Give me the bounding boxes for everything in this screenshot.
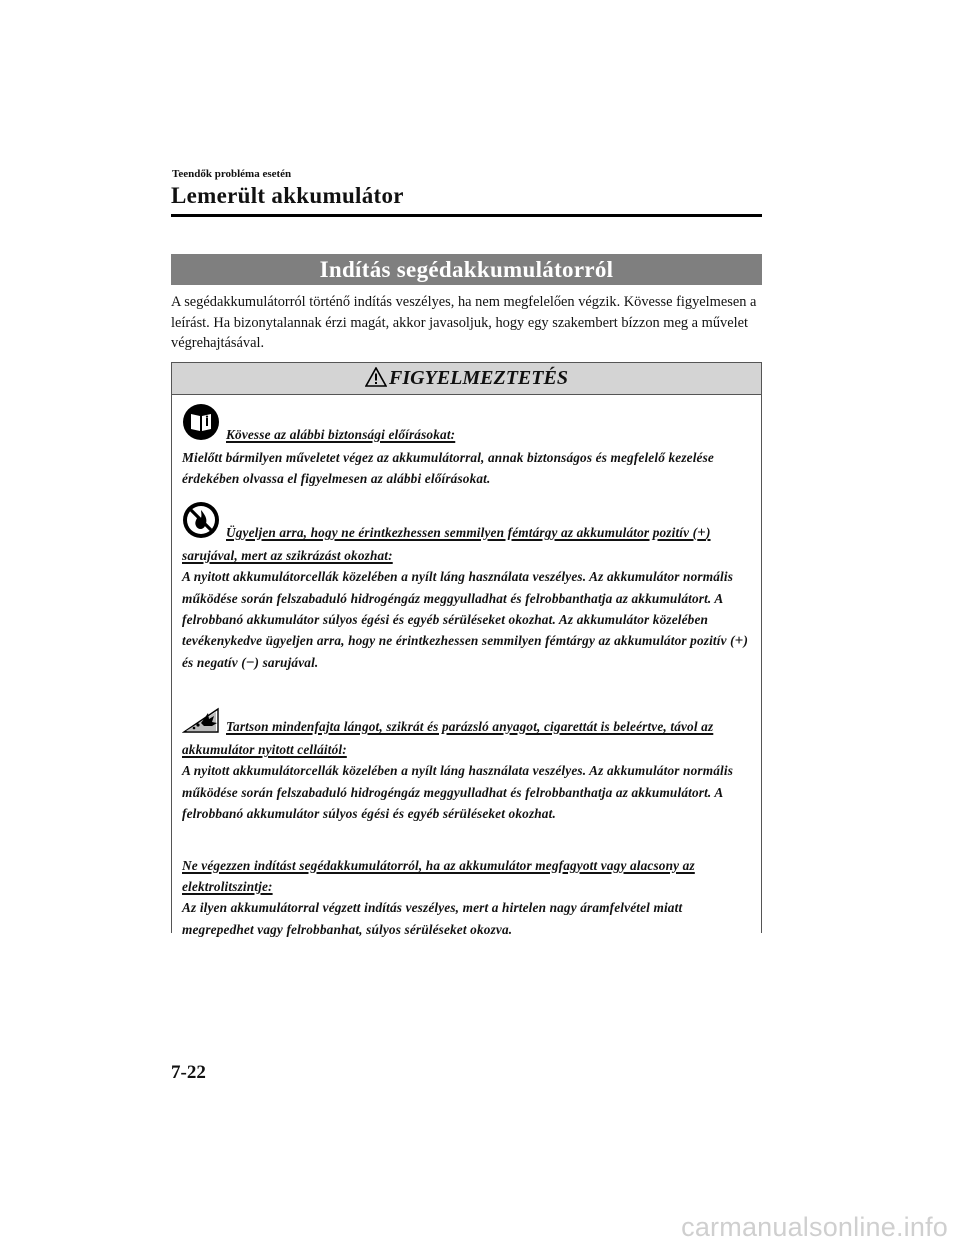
no-flame-icon bbox=[182, 501, 220, 545]
warning-header bbox=[172, 363, 761, 395]
page-number: 7-22 bbox=[171, 1062, 206, 1083]
minus-symbol: − bbox=[245, 655, 255, 672]
warning-item-frozen-battery bbox=[182, 855, 753, 940]
explosion-icon bbox=[182, 699, 220, 739]
warning-heading: Ügyeljen arra, hogy ne érintkezhessen semmilyen fémtárgy az akkumulátor pozitív (+) sarujával, mert az szikrázást okozhat: bbox=[182, 525, 711, 564]
warning-body: A nyitott akkumulátorcellák közelében a nyílt láng használata veszélyes. Az akkumulátor normális működése során felszabaduló hidrogéngáz meggyulladhat és felrobbanthatja az akkumulátort. A felrobbanó akkumulátor súlyos égési és egyéb sérüléseket okozhat. bbox=[182, 763, 734, 821]
warning-body: Az ilyen akkumulátorral végzett indítás veszélyes, mert a hirtelen nagy áramfelvétel miatt megrepedhet vagy felrobbanhat, súlyos sérüléseket okozva. bbox=[182, 900, 683, 937]
warning-item-metal-contact bbox=[182, 501, 753, 674]
warning-body: A nyitott akkumulátorcellák közelében a nyílt láng használata veszélyes. Az akkumulátor normális működése során felszabaduló hidrogéngáz meggyulladhat és felrobbanthatja az akkumulátort. A felrobbanó akkumulátor súlyos égési és egyéb sérüléseket okozhat. Az akkumulátor közelében tevékenykedve ügyeljen arra, hogy ne érintkezhessen semmilyen fémtárgy az akkumulátor pozitív (+) és negatív (−) sarujával. bbox=[182, 569, 749, 672]
warning-item-sparks bbox=[182, 699, 753, 824]
breadcrumb: Teendők probléma esetén bbox=[172, 168, 292, 180]
warning-triangle-icon bbox=[365, 366, 387, 397]
warning-box bbox=[171, 362, 762, 937]
manual-book-icon bbox=[182, 403, 220, 447]
warning-heading: Ne végezzen indítást segédakkumulátorról, ha az akkumulátor megfagyott vagy alacsony az elektrolitszintje: bbox=[182, 858, 695, 895]
page-title: Lemerült akkumulátor bbox=[171, 183, 404, 208]
warning-body: Mielőtt bármilyen műveletet végez az akkumulátorral, annak biztonságos és megfelelő kezelése érdekében olvassa el figyelmesen az alábbi előírásokat. bbox=[182, 450, 714, 487]
section-title: Indítás segédakkumulátorról bbox=[171, 254, 762, 285]
warning-item-safety-rules bbox=[182, 403, 753, 490]
warning-title: FIGYELMEZTETÉS bbox=[389, 367, 568, 389]
plus-symbol: + bbox=[734, 633, 744, 650]
watermark: carmanualsonline.info bbox=[681, 1212, 948, 1242]
warning-heading: Kövesse az alábbi biztonsági előírásokat: bbox=[226, 427, 456, 442]
intro-paragraph: A segédakkumulátorról történő indítás veszélyes, ha nem megfelelően végzik. Kövesse figyelmesen a leírást. Ha bizonytalannak érzi magát, akkor javasoljuk, hogy egy szakembert bízzon meg a művelet végrehajtásával. bbox=[171, 294, 757, 351]
warning-heading: Tartson mindenfajta lángot, szikrát és parázsló anyagot, cigarettát is beleértve, távol az akkumulátor nyitott celláitól: bbox=[182, 719, 714, 758]
title-divider bbox=[171, 214, 762, 217]
plus-symbol: + bbox=[697, 525, 706, 541]
